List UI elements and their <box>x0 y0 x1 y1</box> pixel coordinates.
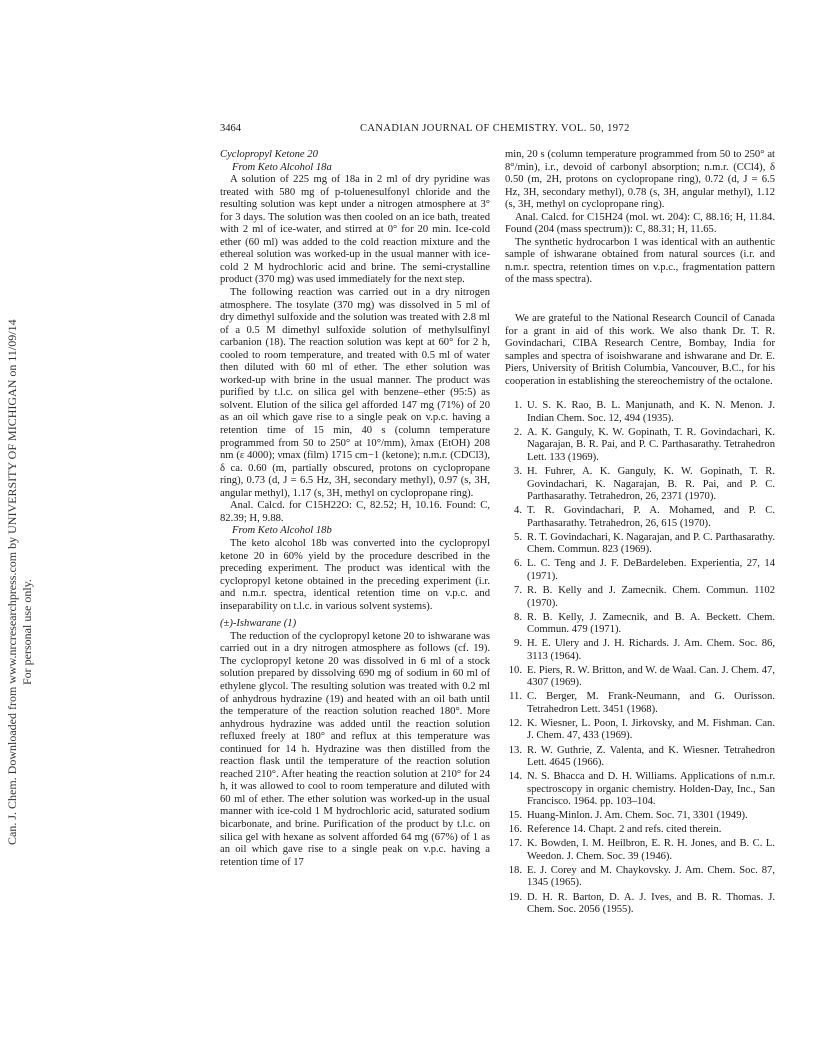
paragraph-18b-conversion: The keto alcohol 18b was converted into the cyclopropyl ketone 20 in 60% yield by the procedure described in the preceding experiment. The product was identical with the cyclopropyl ketone obtained in the preceding experiment (i.r. and n.m.r. spectra, identical retention time on v.p.c. and inseparability on t.l.c. in various solvent systems). <box>220 537 490 612</box>
download-watermark <box>2 230 38 850</box>
paragraph-cyclization: The following reaction was carried out in a dry nitrogen atmosphere. The tosylate (370 mg) was dissolved in 5 ml of dry dimethyl sulfoxide and the solution was treated with 2.8 ml of a 0.5 M dimethyl sulfoxide solution of methylsulfinyl carbanion (18). The reaction solution was kept at 60° for 2 h, cooled to room temperature, and treated with 0.5 ml of water then diluted with 60 ml of ether. The ether solution was worked-up with brine in the usual manner. The product was purified by t.l.c. on silica gel with benzene–ether (95:5) as solvent. Elution of the silica gel afforded 147 mg (71%) of 20 as an oil which gave rise to a single peak on v.p.c. having a retention time of 15 min, 40 s (column temperature programmed from 50 to 250° at 10°/mm), λmax (EtOH) 208 nm (ε 4000); νmax (film) 1715 cm−1 (ketone); n.m.r. (CDCl3), δ ca. 0.60 (m, partially obscured, protons on cyclopropane ring), 0.73 (d, J = 6.5 Hz, 3H, secondary methyl), 0.97 (s, 3H, angular methyl), 1.17 (s, 3H, methyl on cyclopropane ring). <box>220 287 490 499</box>
reference-item <box>505 612 775 637</box>
paragraph-reduction: The reduction of the cyclopropyl ketone 20 to ishwarane was carried out in a dry nitrogen atmosphere as follows (cf. 19). The cyclopropyl ketone 20 was dissolved in 6 ml of a stock solution prepared by dissolving 690 mg of sodium in 60 ml of ethylene glycol. The resulting solution was treated with 0.2 ml of anhydrous hydrazine (19) and heated with an oil bath until the temperature of the reaction solution reached 180°. More anhydrous hydrazine was added until the reaction solution refluxed freely at 180° and reflux at this temperature was continued for 14 h. Hydrazine was then distilled from the reaction flask until the temperature of the reaction solution reached 210°. After heating the reaction solution at 210° for 24 h, it was allowed to cool to room temperature and diluted with 60 ml of ether. The ether solution was worked-up in the usual manner with ice-cold 1 M hydrochloric acid, saturated sodium bicarbonate, and brine. Purification of the product by t.l.c. on silica gel with hexane as solvent afforded 64 mg (67%) of 1 as an oil which gave rise to a single peak on v.p.c. having a retention time of 17 <box>220 630 490 868</box>
paragraph-identity: The synthetic hydrocarbon 1 was identical with an authentic sample of ishwarane obtained from natural sources (i.r. and n.m.r. spectra, retention times on v.p.c., fragmentation pattern of the mass spectra). <box>505 236 775 286</box>
reference-number: 9. <box>514 638 522 650</box>
reference-number: 17. <box>508 838 522 850</box>
paragraph-analysis-20: Anal. Calcd. for C15H22O: C, 82.52; H, 10.16. Found: C, 82.39; H, 9.88. <box>220 500 490 524</box>
reference-number: 4. <box>514 505 522 517</box>
reference-text: R. T. Govindachari, K. Nagarajan, and P. C. Parthasarathy. Chem. Commun. 823 (1969). <box>527 531 775 556</box>
reference-text: H. E. Ulery and J. H. Richards. J. Am. Chem. Soc. 86, 3113 (1964). <box>527 638 775 662</box>
reference-number: 3. <box>514 466 522 478</box>
reference-text: E. Piers, R. W. Britton, and W. de Waal. Can. J. Chem. 47, 4307 (1969). <box>527 664 775 689</box>
reference-number: 14. <box>508 771 522 783</box>
reference-item <box>505 505 775 530</box>
reference-number: 8. <box>514 611 522 623</box>
reference-item <box>505 532 775 557</box>
watermark-svg <box>2 230 38 850</box>
paragraph-continuation: min, 20 s (column temperature programmed from 50 to 250° at 8°/min), i.r., devoid of carbonyl absorption; n.m.r. (CCl4), δ 0.50 (m, 2H, protons on cyclopropane ring), 0.72 (d, J = 6.5 Hz, 3H, secondary methyl), 0.78 (s, 3H, angular methyl), 1.12 (s, 3H, methyl on cyclopropane ring). <box>505 149 775 211</box>
reference-text: Reference 14. Chapt. 2 and refs. cited therein. <box>527 824 722 836</box>
watermark-line-1: Can. J. Chem. Downloaded from www.nrcresearchpress.com by UNIVERSITY OF MICHIGAN on 11/09/14 <box>5 319 19 845</box>
reference-text: E. J. Corey and M. Chaykovsky. J. Am. Chem. Soc. 87, 1345 (1965). <box>527 864 775 889</box>
watermark-line-2: For personal use only. <box>20 579 34 685</box>
right-column <box>505 149 775 918</box>
reference-item <box>505 718 775 743</box>
page-number: 3464 <box>220 123 241 134</box>
reference-item <box>505 665 775 690</box>
reference-item <box>505 824 775 837</box>
reference-number: 16. <box>508 824 522 836</box>
reference-list <box>505 400 775 916</box>
reference-number: 10. <box>508 664 522 676</box>
reference-text: H. Fuhrer, A. K. Ganguly, K. W. Gopinath, T. R. Govindachari, K. Nagarajan, B. R. Pai, and P. C. Parthasarathy. Tetrahedron, 26, 2371 (1970). <box>527 466 775 503</box>
reference-number: 11. <box>509 691 522 703</box>
paragraph-analysis-1: Anal. Calcd. for C15H24 (mol. wt. 204): C, 88.16; H, 11.84. Found (204 (mass spectrum)): C, 88.31; H, 11.65. <box>505 211 775 236</box>
reference-text: A. K. Ganguly, K. W. Gopinath, T. R. Govindachari, K. Nagarajan, B. R. Pai, and P. C. Parthasarathy. Tetrahedron Lett. 133 (1969). <box>527 426 775 463</box>
reference-item <box>505 466 775 504</box>
left-column <box>220 149 490 869</box>
reference-text: U. S. K. Rao, B. L. Manjunath, and K. N. Menon. J. Indian Chem. Soc. 12, 494 (1935). <box>527 400 775 424</box>
reference-number: 5. <box>514 531 522 543</box>
subheading-keto-alcohol-18b: From Keto Alcohol 18b <box>232 525 332 537</box>
reference-text: K. Bowden, I. M. Heilbron, E. R. H. Jones, and B. C. L. Weedon. J. Chem. Soc. 39 (1946). <box>527 838 775 862</box>
reference-text: K. Wiesner, L. Poon, I. Jirkovsky, and M. Fishman. Can. J. Chem. 47, 433 (1969). <box>527 717 775 742</box>
reference-item <box>505 745 775 770</box>
reference-text: Huang-Minlon. J. Am. Chem. Soc. 71, 3301 (1949). <box>527 810 748 822</box>
reference-number: 1. <box>514 400 522 412</box>
reference-text: D. H. R. Barton, D. A. J. Ives, and B. R. Thomas. J. Chem. Soc. 2056 (1955). <box>527 891 775 916</box>
reference-text: L. C. Teng and J. F. DeBardeleben. Experientia, 27, 14 (1971). <box>527 558 775 582</box>
subheading-keto-alcohol-18a: From Keto Alcohol 18a <box>232 161 332 173</box>
reference-item <box>505 558 775 583</box>
reference-item <box>505 838 775 863</box>
reference-item <box>505 691 775 716</box>
reference-number: 13. <box>508 744 522 756</box>
reference-item <box>505 400 775 425</box>
reference-text: C. Berger, M. Frank-Neumann, and G. Ourisson. Tetrahedron Lett. 3451 (1968). <box>527 691 775 715</box>
section-heading-cyclopropyl-ketone: Cyclopropyl Ketone 20 <box>220 149 318 160</box>
reference-text: R. B. Kelly, J. Zamecnik, and B. A. Beckett. Chem. Commun. 479 (1971). <box>527 611 775 636</box>
reference-number: 12. <box>508 717 522 729</box>
reference-number: 2. <box>514 426 522 438</box>
reference-number: 19. <box>508 891 522 903</box>
reference-item <box>505 638 775 663</box>
reference-item <box>505 865 775 890</box>
reference-item <box>505 810 775 823</box>
reference-text: T. R. Govindachari, P. A. Mohamed, and P. C. Parthasarathy. Tetrahedron, 26, 615 (1970). <box>527 505 775 529</box>
reference-text: N. S. Bhacca and D. H. Williams. Applications of n.m.r. spectroscopy in organic chemistry. Holden-Day, Inc., San Francisco. 1964. pp. 103–104. <box>527 771 775 808</box>
reference-text: R. B. Kelly and J. Zamecnik. Chem. Commun. 1102 (1970). <box>527 584 775 609</box>
reference-number: 15. <box>508 810 522 822</box>
reference-number: 7. <box>514 584 522 596</box>
reference-text: R. W. Guthrie, Z. Valenta, and K. Wiesner. Tetrahedron Lett. 4645 (1966). <box>527 744 775 769</box>
reference-item <box>505 585 775 610</box>
journal-title: CANADIAN JOURNAL OF CHEMISTRY. VOL. 50, 1972 <box>360 123 630 134</box>
reference-number: 6. <box>514 558 522 570</box>
reference-number: 18. <box>508 864 522 876</box>
reference-item <box>505 427 775 465</box>
reference-item <box>505 771 775 809</box>
paragraph-tosylation: A solution of 225 mg of 18a in 2 ml of dry pyridine was treated with 580 mg of p-toluenesulfonyl chloride and the resulting solution was kept under a nitrogen atmosphere at 3° for 3 days. The solution was then cooled on an ice bath, treated with 2 ml of ice-water, and stirred at 0° for 20 min. Ice-cold ether (60 ml) was added to the cold reaction mixture and the ethereal solution was worked-up in the usual manner with ice-cold 2 M hydrochloric acid and brine. The semi-crystalline product (370 mg) was used immediately for the next step. <box>220 174 490 286</box>
section-heading-ishwarane: (±)-Ishwarane (1) <box>220 618 297 630</box>
acknowledgements: We are grateful to the National Research Council of Canada for a grant in aid of this work. We also thank Dr. T. R. Govindachari, CIBA Research Centre, Bombay, India for samples and spectra of isoishwarane and ishwarane and Dr. E. Piers, University of British Columbia, Vancouver, B.C., for his cooperation in establishing the stereochemistry of the octalone. <box>505 313 775 387</box>
reference-item <box>505 892 775 917</box>
